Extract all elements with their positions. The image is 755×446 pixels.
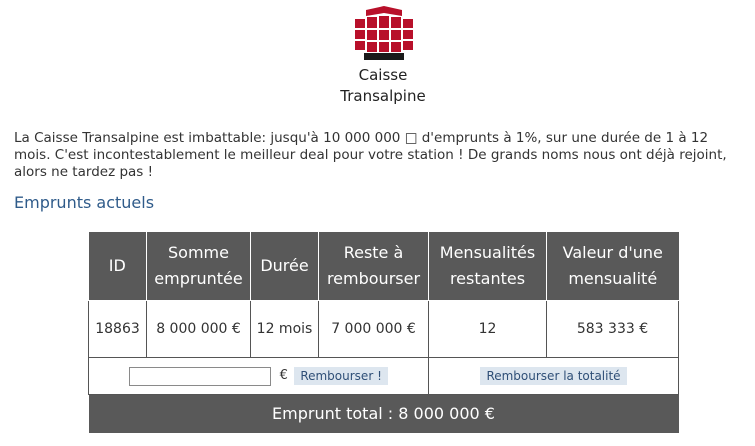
header-remaining: Reste à rembourser <box>319 232 429 301</box>
full-repay-cell <box>429 358 679 395</box>
table-header-row <box>89 232 679 301</box>
header-duration: Durée <box>251 232 319 301</box>
cell-remaining: 7 000 000 € <box>319 301 429 358</box>
total-row <box>89 395 679 434</box>
total-loan: Emprunt total : 8 000 000 € <box>89 395 679 434</box>
header-installments: Mensualités restantes <box>429 232 547 301</box>
cell-amount: 8 000 000 € <box>147 301 251 358</box>
currency-label: € <box>279 368 288 383</box>
table-row <box>89 301 679 358</box>
repay-all-button[interactable]: Rembourser la totalité <box>480 367 626 385</box>
loans-table <box>88 232 679 433</box>
repay-amount-input[interactable] <box>129 367 271 386</box>
brand-name: Caisse <box>358 66 408 84</box>
cube-logo-icon <box>352 6 416 60</box>
cell-installments: 12 <box>429 301 547 358</box>
actions-row <box>89 358 679 395</box>
brand-name-line2: Transalpine <box>340 87 426 105</box>
header-id: ID <box>89 232 147 301</box>
section-title: Emprunts actuels <box>14 193 155 212</box>
intro-text: La Caisse Transalpine est imbattable: jusqu'à 10 000 000 □ d'emprunts à 1%, sur une durée de 1 à 12 mois. C'est incontestablement le meilleur deal pour votre station ! De grands noms nous ont déjà rejoint, alors ne tardez pas ! <box>14 130 727 180</box>
header-installment-value: Valeur d'une mensualité <box>547 232 679 301</box>
cell-installment-value: 583 333 € <box>547 301 679 358</box>
header-amount: Somme empruntée <box>147 232 251 301</box>
cell-duration: 12 mois <box>251 301 319 358</box>
repay-button[interactable]: Rembourser ! <box>294 367 388 385</box>
partial-repay-cell <box>89 358 429 395</box>
cell-id: 18863 <box>89 301 147 358</box>
